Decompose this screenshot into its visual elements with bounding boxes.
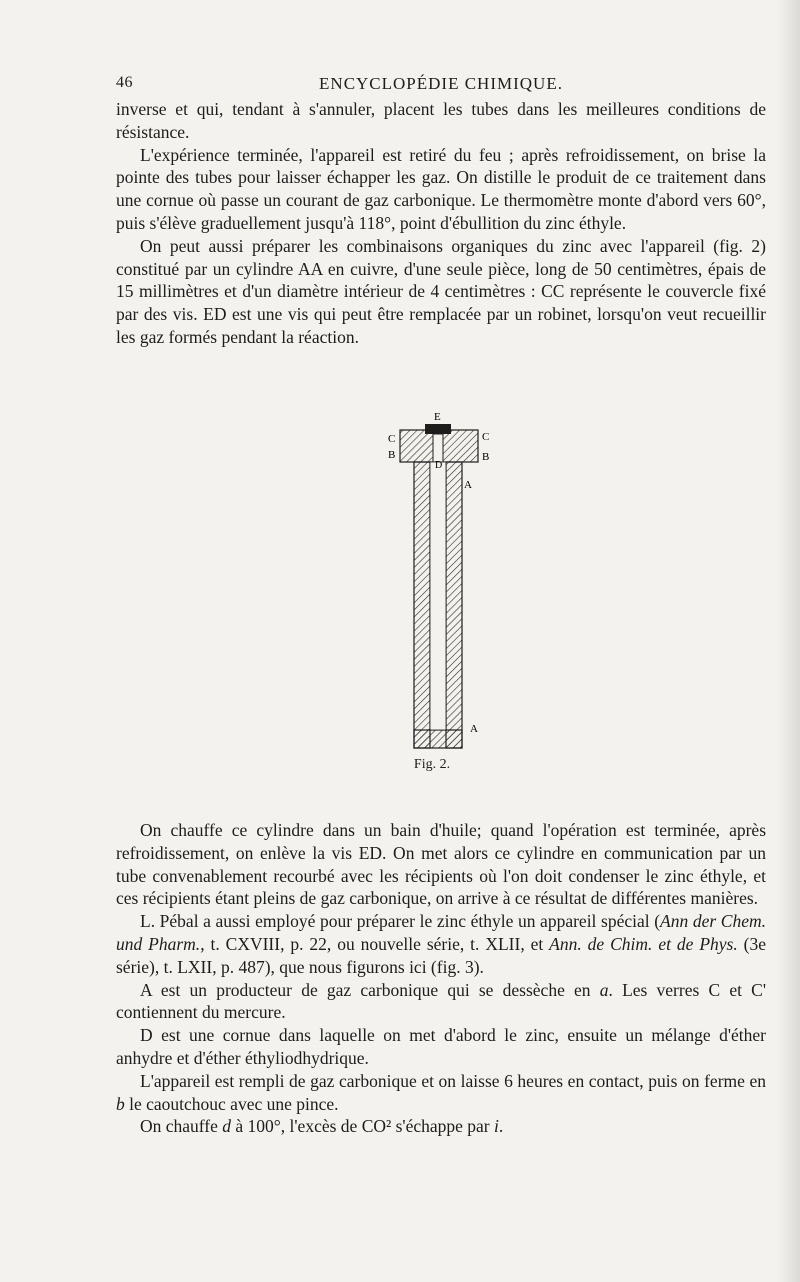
cylinder-bore	[430, 462, 446, 730]
figure-caption: Fig. 2.	[413, 757, 451, 772]
paragraph: On chauffe ce cylindre dans un bain d'huile; quand l'opération est terminée, après refroidissement, on enlève la vis ED. On met alors ce cylindre en communication par un tube convenablement recourbé avec les récipients où l'on doit condenser le zinc éthyle, et ces récipients étant pleins de gaz carbonique, on arrive à ce résultat de différentes manières.	[116, 820, 766, 909]
paragraph: On peut aussi préparer les combinaisons organiques du zinc avec l'appareil (fig. 2) constitué par un cylindre AA en cuivre, d'une seule pièce, long de 50 centimètres, épais de 15 millimètres et d'un diamètre intérieur de 4 centimètres : CC représente le couvercle fixé par des vis. ED est une vis qui peut être remplacée par un robinet, lorsqu'on veut recueillir les gaz formés pendant la réaction.	[116, 235, 766, 347]
text-span: à 100°, l'excès de CO² s'échappe par	[231, 1116, 495, 1137]
text-span: , t. CXVIII, p. 22, ou nouvelle série, t. XLII, et	[200, 933, 550, 954]
paragraph	[116, 910, 766, 978]
running-title: ENCYCLOPÉDIE CHIMIQUE.	[319, 74, 563, 93]
text-span: A est un producteur de gaz carbonique qui se dessèche en	[140, 979, 600, 1000]
text-span: . Les verres C et C' contiennent du mercure.	[116, 979, 766, 1023]
text-span: L'appareil est rempli de gaz carbonique et on laisse 6 heures en contact, puis on ferme en	[140, 1070, 766, 1091]
text-span: L. Pébal a aussi employé pour préparer le zinc éthyle un appareil spécial (	[140, 911, 661, 932]
paragraph	[116, 1070, 766, 1116]
paragraph	[116, 979, 766, 1025]
paragraph: inverse et qui, tendant à s'annuler, placent les tubes dans les meilleures conditions de résistance.	[116, 99, 766, 142]
journal-title: Ann der Chem. und Pharm.	[116, 911, 766, 954]
label-a-bottom: A	[470, 723, 478, 735]
text-span: .	[498, 1116, 504, 1137]
cylinder-bottom	[414, 730, 462, 748]
text-span: le caoutchouc avec une pince.	[124, 1093, 339, 1114]
paragraph	[116, 1115, 766, 1138]
paragraph: D est une cornue dans laquelle on met d'abord le zinc, ensuite un mélange d'éther anhydre et d'éther éthyliodhydrique.	[116, 1025, 766, 1068]
label-d: D	[435, 460, 443, 471]
italic-symbol: b	[116, 1093, 125, 1114]
label-c-right: C	[482, 431, 490, 443]
label-b-left: B	[388, 449, 396, 461]
cylinder-right-wall	[446, 462, 462, 748]
text-span: (3e série), t. LXII, p. 487), que nous figurons ici (fig. 3).	[116, 933, 766, 977]
label-b-right: B	[482, 451, 490, 463]
page-number: 46	[116, 74, 133, 91]
text-span: On chauffe	[140, 1116, 223, 1137]
page-edge-shadow	[778, 0, 800, 1282]
italic-symbol: d	[222, 1116, 232, 1137]
paragraph: L'expérience terminée, l'appareil est retiré du feu ; après refroidissement, on brise la pointe des tubes pour laisser échapper les gaz. On distille le produit de ce traitement dans une cornue où passe un courant de gaz carbonique. Le thermomètre monte d'abord vers 60°, puis s'élève graduellement jusqu'à 118°, point d'ébullition du zinc éthyle.	[116, 144, 766, 233]
label-e: E	[434, 411, 441, 423]
cylinder-left-wall	[414, 462, 430, 748]
screw-shaft	[433, 434, 443, 462]
italic-symbol: a	[599, 979, 609, 1000]
text-block-top	[116, 98, 766, 349]
page-header	[116, 70, 766, 96]
journal-title: Ann. de Chim. et de Phys.	[549, 933, 738, 954]
text-block-bottom	[116, 819, 766, 1138]
italic-symbol: i	[494, 1116, 499, 1137]
screw-head	[425, 424, 451, 434]
label-a-top: A	[464, 479, 472, 491]
label-c-left: C	[388, 433, 396, 445]
figure-2	[362, 400, 502, 795]
apparatus-diagram	[362, 400, 502, 750]
